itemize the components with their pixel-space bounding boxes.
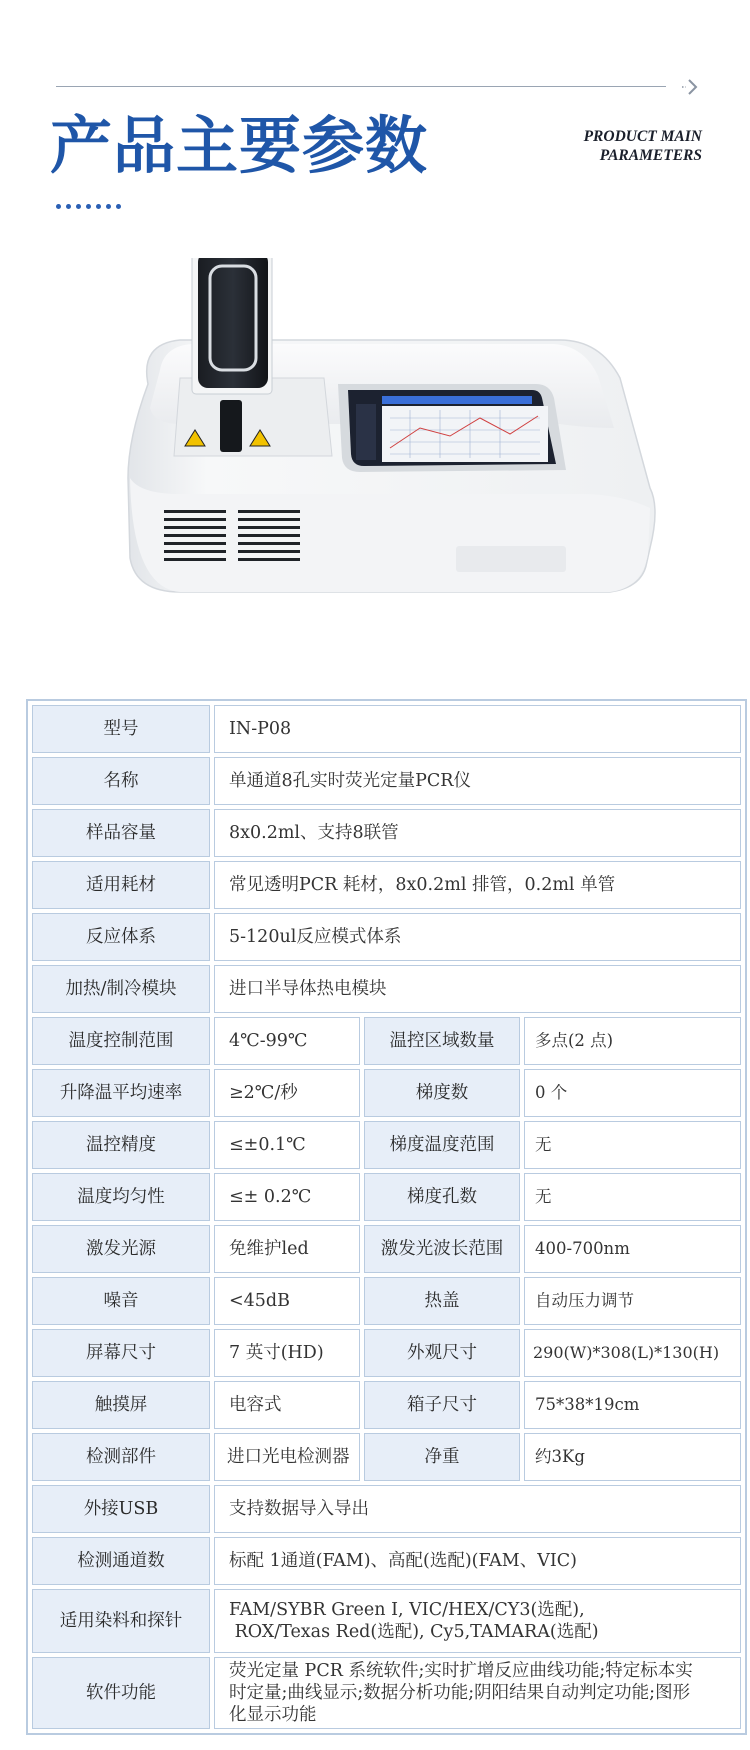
param-label: 箱子尺寸 bbox=[364, 1381, 520, 1429]
param-label: 升降温平均速率 bbox=[32, 1069, 210, 1117]
table-row bbox=[32, 705, 741, 753]
page-subtitle: PRODUCT MAIN PARAMETERS bbox=[583, 128, 702, 164]
param-value: <45dB bbox=[214, 1277, 360, 1325]
param-value: 0 个 bbox=[524, 1069, 741, 1117]
param-value: ≤± 0.2℃ bbox=[214, 1173, 360, 1221]
param-label: 名称 bbox=[32, 757, 210, 805]
param-value: 400-700nm bbox=[524, 1225, 741, 1273]
table-row bbox=[32, 757, 741, 805]
param-value: IN-P08 bbox=[214, 705, 741, 753]
param-value: 290(W)*308(L)*130(H) bbox=[524, 1329, 741, 1377]
table-row bbox=[32, 1017, 741, 1065]
param-value: 自动压力调节 bbox=[524, 1277, 741, 1325]
param-value: 进口光电检测器 bbox=[214, 1433, 360, 1481]
table-row bbox=[32, 1173, 741, 1221]
param-value: 无 bbox=[524, 1173, 741, 1221]
param-value: 7 英寸(HD) bbox=[214, 1329, 360, 1377]
table-row bbox=[32, 1329, 741, 1377]
param-label: 加热/制冷模块 bbox=[32, 965, 210, 1013]
param-value: 8x0.2ml、支持8联管 bbox=[214, 809, 741, 857]
param-label: 温度控制范围 bbox=[32, 1017, 210, 1065]
param-label: 净重 bbox=[364, 1433, 520, 1481]
param-label: 检测部件 bbox=[32, 1433, 210, 1481]
table-row bbox=[32, 1433, 741, 1481]
param-label: 梯度数 bbox=[364, 1069, 520, 1117]
param-label: 温度均匀性 bbox=[32, 1173, 210, 1221]
param-label: 激发光波长范围 bbox=[364, 1225, 520, 1273]
table-row bbox=[32, 1381, 741, 1429]
param-label: 梯度孔数 bbox=[364, 1173, 520, 1221]
param-label: 温控区域数量 bbox=[364, 1017, 520, 1065]
param-value: 标配 1通道(FAM)、高配(选配)(FAM、VIC) bbox=[214, 1537, 741, 1585]
param-value: ≥2℃/秒 bbox=[214, 1069, 360, 1117]
param-value: 电容式 bbox=[214, 1381, 360, 1429]
parameters-table bbox=[26, 699, 747, 1735]
table-row bbox=[32, 1277, 741, 1325]
table-row bbox=[32, 913, 741, 961]
table-row bbox=[32, 1069, 741, 1117]
table-row bbox=[32, 861, 741, 909]
param-label: 样品容量 bbox=[32, 809, 210, 857]
param-value: 进口半导体热电模块 bbox=[214, 965, 741, 1013]
param-value: 免维护led bbox=[214, 1225, 360, 1273]
param-value: 荧光定量 PCR 系统软件;实时扩增反应曲线功能;特定标本实 时定量;曲线显示;数据分析功能;阴阳结果自动判定功能;图形 化显示功能 bbox=[214, 1657, 741, 1729]
table-row bbox=[32, 1589, 741, 1653]
param-label: 反应体系 bbox=[32, 913, 210, 961]
param-label: 检测通道数 bbox=[32, 1537, 210, 1585]
param-value: 常见透明PCR 耗材，8x0.2ml 排管，0.2ml 单管 bbox=[214, 861, 741, 909]
param-label: 外接USB bbox=[32, 1485, 210, 1533]
param-label: 型号 bbox=[32, 705, 210, 753]
param-label: 屏幕尺寸 bbox=[32, 1329, 210, 1377]
table-row bbox=[32, 809, 741, 857]
param-value: 支持数据导入导出 bbox=[214, 1485, 741, 1533]
param-value: 单通道8孔实时荧光定量PCR仪 bbox=[214, 757, 741, 805]
param-label: 激发光源 bbox=[32, 1225, 210, 1273]
param-value: ≤±0.1℃ bbox=[214, 1121, 360, 1169]
param-value: 4℃-99℃ bbox=[214, 1017, 360, 1065]
page-title: 产品主要参数 bbox=[50, 109, 429, 182]
param-label: 适用耗材 bbox=[32, 861, 210, 909]
decorative-dots bbox=[56, 204, 121, 212]
param-value: 约3Kg bbox=[524, 1433, 741, 1481]
param-label: 噪音 bbox=[32, 1277, 210, 1325]
param-label: 软件功能 bbox=[32, 1657, 210, 1729]
table-row bbox=[32, 1121, 741, 1169]
table-row bbox=[32, 1537, 741, 1585]
param-value: 多点(2 点) bbox=[524, 1017, 741, 1065]
table-row bbox=[32, 1657, 741, 1729]
param-label: 温控精度 bbox=[32, 1121, 210, 1169]
param-value: 无 bbox=[524, 1121, 741, 1169]
table-row bbox=[32, 1485, 741, 1533]
pcr-instrument-image bbox=[120, 258, 660, 658]
param-label: 适用染料和探针 bbox=[32, 1589, 210, 1653]
table-row bbox=[32, 1225, 741, 1273]
param-label: 外观尺寸 bbox=[364, 1329, 520, 1377]
param-label: 触摸屏 bbox=[32, 1381, 210, 1429]
table-row bbox=[32, 965, 741, 1013]
header-divider bbox=[56, 86, 666, 87]
param-value: FAM/SYBR Green I, VIC/HEX/CY3(选配), ROX/Texas Red(选配), Cy5,TAMARA(选配) bbox=[214, 1589, 741, 1653]
chevron-right-icon bbox=[680, 76, 702, 98]
param-value: 75*38*19cm bbox=[524, 1381, 741, 1429]
param-label: 梯度温度范围 bbox=[364, 1121, 520, 1169]
param-label: 热盖 bbox=[364, 1277, 520, 1325]
param-value: 5-120ul反应模式体系 bbox=[214, 913, 741, 961]
